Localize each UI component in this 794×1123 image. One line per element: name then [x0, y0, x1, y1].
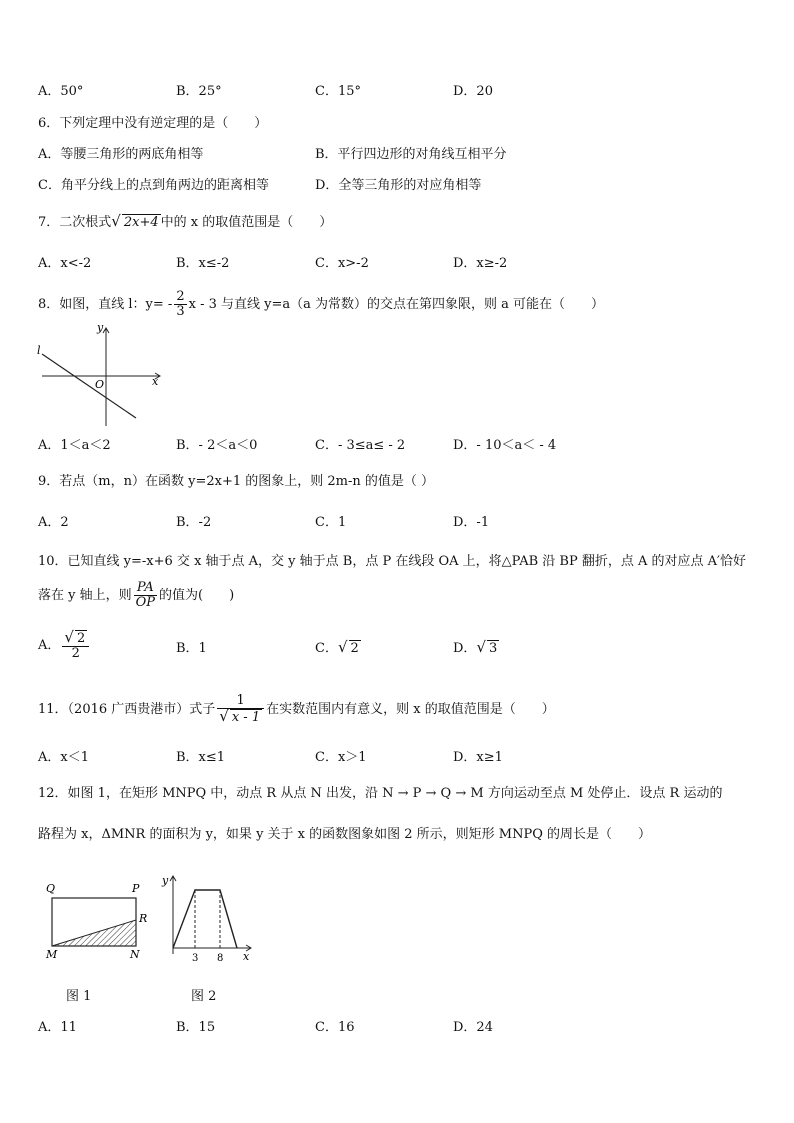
q10-frac-num: PA — [134, 581, 157, 596]
q7-option-a: A．x<-2 — [38, 256, 92, 271]
q8-stem — [38, 290, 604, 319]
q11-stem-post: 在实数范围内有意义，则 x 的取值范围是（ ） — [266, 702, 555, 717]
q11-option-c: C．x＞1 — [315, 750, 367, 765]
q10-frac-den: OP — [135, 595, 156, 610]
q8-label-y: y — [97, 321, 104, 334]
q12-option-a: A．11 — [38, 1020, 77, 1035]
q8-option-a: A．1＜a＜2 — [38, 438, 111, 453]
q11-frac-num: 1 — [217, 694, 264, 709]
q11-stem-pre: 11．（2016 广西贵港市）式子 — [38, 702, 216, 717]
q9-option-b: B．-2 — [176, 515, 212, 530]
q10-stem-line1: 10．已知直线 y=-x+6 交 x 轴于点 A，交 y 轴于点 B，点 P 在线段 OA 上，将△PAB 沿 BP 翻折，点 A 的对应点 A′恰好 — [38, 554, 746, 569]
q8-stem-post: x - 3 与直线 y=a（a 为常数）的交点在第四象限，则 a 可能在（ ） — [188, 297, 605, 312]
q10-option-c: C．√ 2 — [315, 638, 359, 656]
q8-figure — [32, 318, 167, 428]
q10-option-d-val: 3 — [489, 641, 498, 656]
q12-figure-2 — [155, 870, 255, 965]
q7-option-b: B．x≤-2 — [176, 256, 230, 271]
q6-option-d: D．全等三角形的对应角相等 — [315, 178, 482, 193]
q5-option-c: C．15° — [315, 84, 361, 99]
q12-label-q: Q — [46, 882, 56, 895]
q6-stem: 6．下列定理中没有逆定理的是（ ） — [38, 116, 268, 131]
q11-option-d: D．x≥1 — [453, 750, 503, 765]
q9-option-d: D．-1 — [453, 515, 490, 530]
q10-option-c-label: C． — [315, 641, 338, 656]
q11-option-a: A．x＜1 — [38, 750, 89, 765]
q12-option-b: B．15 — [176, 1020, 216, 1035]
q12-graph-label-x: x — [243, 950, 250, 963]
q10-option-b: B．1 — [176, 641, 207, 656]
q12-triangle-mnr — [52, 920, 136, 946]
q10-fraction — [134, 581, 157, 610]
q10-option-a-label: A． — [38, 638, 61, 653]
q8-frac-den: 3 — [176, 304, 185, 319]
q11-stem — [38, 690, 555, 730]
q8-option-d: D．- 10＜a＜ - 4 — [453, 438, 557, 453]
q10-option-a-frac: $\frac{√ 2}{2}$ — [62, 630, 89, 661]
q8-label-origin: O — [95, 378, 105, 391]
q12-option-c: C．16 — [315, 1020, 355, 1035]
q12-graph-label-y: y — [162, 874, 169, 887]
q12-label-n: N — [130, 948, 140, 961]
q5-option-a: A．50° — [38, 84, 84, 99]
q10-option-a-den: 2 — [71, 646, 80, 661]
q12-stem-line2: 路程为 x，ΔMNR 的面积为 y，如果 y 关于 x 的函数图象如图 2 所示，则矩形 MNPQ 的周长是（ ） — [38, 827, 652, 842]
q5-option-b: B．25° — [176, 84, 222, 99]
q6-option-a: A．等腰三角形的两底角相等 — [38, 147, 204, 162]
q7-stem: 7．二次根式√ 2x+4 中的 x 的取值范围是（ ） — [38, 212, 333, 230]
q8-option-c: C．- 3≤a≤ - 2 — [315, 438, 406, 453]
q10-option-d: D．√ 3 — [453, 638, 498, 656]
q10-option-a-num: 2 — [76, 631, 86, 646]
q12-figure-1-caption: 图 1 — [66, 989, 92, 1004]
q10-option-a — [38, 626, 91, 666]
q8-line-l — [42, 354, 136, 418]
q9-stem: 9．若点（m，n）在函数 y=2x+1 的图象上，则 2m-n 的值是（ ） — [38, 474, 434, 489]
q9-option-a: A．2 — [38, 515, 69, 530]
q12-label-r: R — [139, 912, 148, 925]
q7-stem-post: 中的 x 的取值范围是（ ） — [160, 215, 333, 230]
q10-stem-line2 — [38, 580, 234, 612]
q8-frac-num: 2 — [176, 289, 185, 304]
q12-figure-2-caption: 图 2 — [191, 989, 217, 1004]
q8-label-l: l — [37, 344, 41, 357]
q11-option-b: B．x≤1 — [176, 750, 226, 765]
q12-label-p: P — [132, 882, 140, 895]
q12-option-d: D．24 — [453, 1020, 493, 1035]
q8-label-x: x — [152, 375, 159, 388]
q8-stem-pre: 8．如图，直线 l：y= - — [38, 297, 173, 312]
q10-stem-post: 的值为( ) — [159, 588, 235, 603]
q6-option-c: C．角平分线上的点到角两边的距离相等 — [38, 178, 269, 193]
q7-option-d: D．x≥-2 — [453, 256, 508, 271]
q12-stem-line1: 12．如图 1，在矩形 MNPQ 中，动点 R 从点 N 出发，沿 N → P → Q → M 方向运动至点 M 处停止．设点 R 运动的 — [38, 786, 723, 801]
q12-graph-tick-3: 3 — [192, 953, 199, 964]
q12-graph-tick-8: 8 — [217, 953, 224, 964]
q7-option-c: C．x>-2 — [315, 256, 369, 271]
q8-option-b: B．- 2＜a＜0 — [176, 438, 258, 453]
q12-figure-1 — [40, 878, 155, 963]
q7-stem-pre: 7．二次根式 — [38, 215, 112, 230]
q5-option-d: D．20 — [453, 84, 493, 99]
q10-option-c-val: 2 — [350, 641, 359, 656]
q10-option-d-label: D． — [453, 641, 477, 656]
q12-label-m: M — [46, 948, 58, 961]
q12-graph-curve — [173, 890, 237, 948]
q11-fraction: $\frac{1}{√ x - 1}$ — [217, 694, 264, 725]
q6-option-b: B．平行四边形的对角线互相平分 — [315, 147, 507, 162]
q7-radicand: 2x+4 — [123, 215, 159, 230]
q11-frac-den: x - 1 — [231, 710, 261, 725]
q8-fraction — [174, 290, 186, 319]
q10-stem-pre: 落在 y 轴上，则 — [38, 588, 132, 603]
q9-option-c: C．1 — [315, 515, 347, 530]
